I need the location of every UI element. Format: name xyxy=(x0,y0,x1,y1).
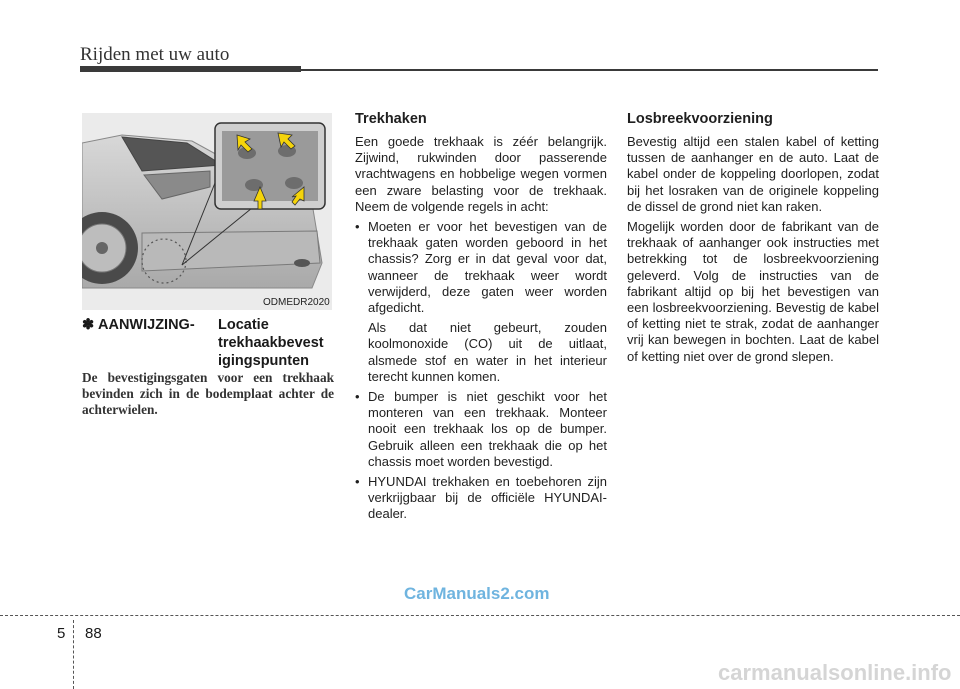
list-item-text: Moeten er voor het bevestigen van de trekhaak gaten worden geboord in het chassis? Zorg er in dat geval voor dat, wanneer de trekhaak weer wordt verwijderd, deze gaten weer worden afgedicht. xyxy=(368,219,607,316)
section-losbreekvoorziening xyxy=(627,110,879,369)
trekhaken-list xyxy=(355,219,607,523)
losbreek-paragraph-2: Mogelijk worden door de fabrikant van de trekhaak of aanhanger ook instructies met betrekking tot de losbreekvoorziening geleverd. Volg de instructies van de fabrikant altijd op bij het bevestigen van een losbreekvoorziening. Bevestig de kabel of ketting niet te strak, zodat de aanhanger vrij kan bewegen in bochten. Laat de kabel of ketting niet over de grond slepen. xyxy=(627,219,879,364)
list-item xyxy=(355,389,607,470)
footer-site-watermark: carmanualsonline.info xyxy=(718,660,952,685)
list-item-text: De bumper is niet geschikt voor het monteren van een trekhaak. Monteer nooit een trekhaak los op de bumper. Gebruik alleen een trekhaak die op het chassis moet worden bevestigd. xyxy=(368,389,607,469)
page-number: 88 xyxy=(85,625,102,642)
watermark-link[interactable]: CarManuals2.com xyxy=(404,584,550,603)
tow-hitch-illustration xyxy=(82,113,332,310)
trekhaken-intro: Een goede trekhaak is zéér belangrijk. Zijwind, rukwinden door passerende vrachtwagens en hobbelige wegen vormen een zware belasting voor de trekhaak. Neem de volgende regels in acht: xyxy=(355,134,607,214)
note-body: De bevestigingsgaten voor een trekhaak bevinden zich in de bodemplaat achter de achterwielen. xyxy=(82,370,334,417)
header-rule-thin xyxy=(301,69,878,71)
bullet-dot: • xyxy=(355,219,360,235)
losbreek-paragraph-1: Bevestig altijd een stalen kabel of ketting tussen de aanhanger en de auto. Laat de kabel onder de koppeling doorlopen, zodat bij het losraken van de originele koppeling de dissel de grond niet kan raken. xyxy=(627,134,879,214)
list-item xyxy=(355,219,607,385)
footer-divider xyxy=(0,615,960,616)
trekhaken-heading: Trekhaken xyxy=(355,111,427,127)
list-item xyxy=(355,474,607,523)
list-item-extra: Als dat niet gebeurt, zouden koolmonoxide (CO) uit de uitlaat, alsmede stof en water in het interieur terecht kunnen komen. xyxy=(368,320,607,384)
section-trekhaken xyxy=(355,110,607,527)
bullet-dot: • xyxy=(355,389,360,405)
bullet-dot: • xyxy=(355,474,360,490)
section-title: Rijden met uw auto xyxy=(80,44,230,65)
header-rule-thick xyxy=(80,66,301,72)
note-keyword: AANWIJZING- xyxy=(98,317,195,333)
page-number-divider xyxy=(73,620,74,689)
losbreek-heading: Losbreekvoorziening xyxy=(627,111,773,127)
figure-code: ODMEDR2020 xyxy=(263,297,330,308)
note-title: Locatie trekhaakbevest igingspunten xyxy=(218,317,324,369)
list-item-text: HYUNDAI trekhaken en toebehoren zijn verkrijgbaar bij de officiële HYUNDAI-dealer. xyxy=(368,474,607,522)
note-symbol: ✽ xyxy=(82,317,95,333)
chapter-number: 5 xyxy=(57,625,66,642)
car-rear-drawing xyxy=(82,113,332,310)
